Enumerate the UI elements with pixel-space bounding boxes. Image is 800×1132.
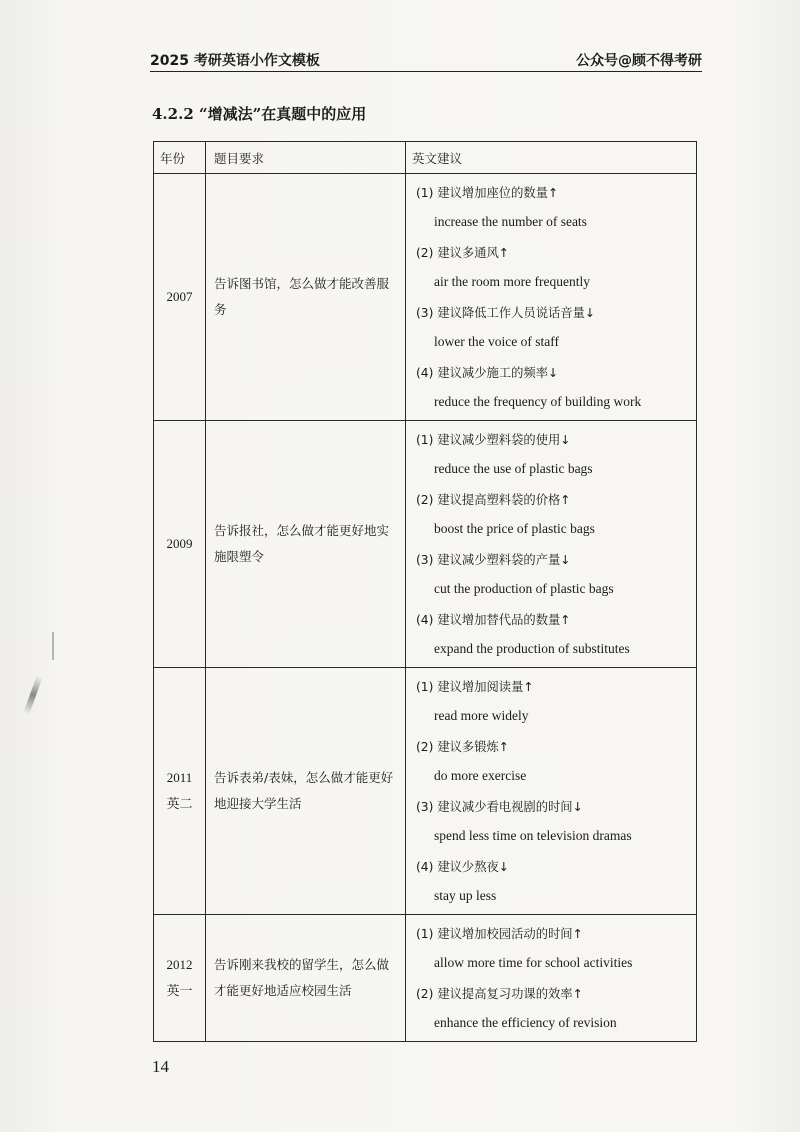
table-body — [154, 174, 697, 1042]
suggestion-cell — [406, 421, 697, 668]
suggestion-en: lower the voice of staff — [434, 334, 559, 349]
suggestion-zh: (2) 建议多锻炼↑ — [416, 740, 510, 754]
suggestion-en: enhance the efficiency of revision — [434, 1015, 617, 1030]
suggestion-zh: (4) 建议增加替代品的数量↑ — [416, 613, 571, 627]
suggestion-zh: (1) 建议增加座位的数量↑ — [416, 186, 559, 200]
suggestion-en: stay up less — [434, 888, 497, 903]
column-header-requirement: 题目要求 — [206, 142, 406, 174]
year-text: 2009 — [166, 536, 193, 551]
suggestion-zh: (4) 建议少熬夜↓ — [416, 860, 510, 874]
suggestion-cell — [406, 915, 697, 1042]
section-title: 4.2.2 “增减法”在真题中的应用 — [152, 105, 367, 123]
suggestion-zh: (2) 建议提高塑料袋的价格↑ — [416, 493, 571, 507]
suggestion-en: do more exercise — [434, 768, 527, 783]
suggestion-table — [153, 141, 697, 1042]
suggestion-zh: (1) 建议减少塑料袋的使用↓ — [416, 433, 571, 447]
header-book-title: 2025 考研英语小作文模板 — [150, 53, 320, 69]
suggestion-en: expand the production of substitutes — [434, 641, 630, 656]
year-cell — [154, 174, 206, 421]
year-text: 2007 — [166, 289, 193, 304]
table-row — [154, 421, 697, 668]
suggestion-cell — [406, 174, 697, 421]
suggestion-zh: (3) 建议减少看电视剧的时间↓ — [416, 800, 583, 814]
table-row — [154, 915, 697, 1042]
suggestion-en: allow more time for school activities — [434, 955, 633, 970]
requirement-cell: 告诉刚来我校的留学生，怎么做才能更好地适应校园生活 — [206, 915, 406, 1042]
year-cell — [154, 421, 206, 668]
table-row — [154, 174, 697, 421]
year-text: 2011 — [166, 770, 193, 785]
suggestion-en: reduce the frequency of building work — [434, 394, 642, 409]
suggestion-zh: (3) 建议降低工作人员说话音量↓ — [416, 306, 596, 320]
column-header-year: 年份 — [154, 142, 206, 174]
requirement-cell: 告诉表弟/表妹，怎么做才能更好地迎接大学生活 — [206, 668, 406, 915]
suggestion-en: boost the price of plastic bags — [434, 521, 595, 536]
year-text: 2012 — [166, 957, 193, 972]
suggestion-zh: (2) 建议提高复习功课的效率↑ — [416, 987, 583, 1001]
exam-type-text: 英二 — [166, 796, 193, 811]
page-number: 14 — [152, 1057, 169, 1076]
scan-edge-mark — [23, 675, 42, 715]
year-cell — [154, 915, 206, 1042]
suggestion-en: cut the production of plastic bags — [434, 581, 614, 596]
table-row — [154, 668, 697, 915]
suggestion-en: reduce the use of plastic bags — [434, 461, 593, 476]
exam-type-text: 英一 — [166, 983, 193, 998]
suggestion-zh: (4) 建议减少施工的频率↓ — [416, 366, 559, 380]
suggestion-en: air the room more frequently — [434, 274, 590, 289]
requirement-cell: 告诉报社，怎么做才能更好地实施限塑令 — [206, 421, 406, 668]
suggestion-zh: (2) 建议多通风↑ — [416, 246, 510, 260]
suggestion-zh: (1) 建议增加阅读量↑ — [416, 680, 534, 694]
suggestion-cell — [406, 668, 697, 915]
scan-edge-mark — [52, 632, 54, 660]
column-header-suggestion: 英文建议 — [406, 142, 697, 174]
suggestion-zh: (1) 建议增加校园活动的时间↑ — [416, 927, 583, 941]
running-header — [150, 47, 702, 72]
header-account: 公众号@顾不得考研 — [576, 53, 702, 69]
suggestion-zh: (3) 建议减少塑料袋的产量↓ — [416, 553, 571, 567]
suggestion-en: read more widely — [434, 708, 529, 723]
requirement-cell: 告诉图书馆，怎么做才能改善服务 — [206, 174, 406, 421]
year-cell — [154, 668, 206, 915]
suggestion-en: spend less time on television dramas — [434, 828, 632, 843]
table-header-row — [154, 142, 697, 174]
suggestion-en: increase the number of seats — [434, 214, 587, 229]
